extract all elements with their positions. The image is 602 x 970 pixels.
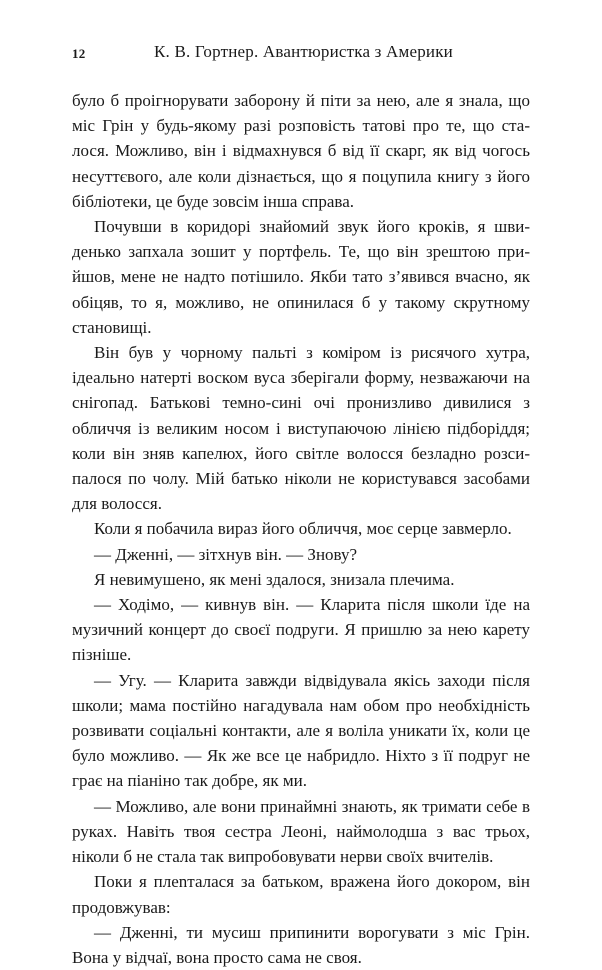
paragraph: — Угу. — Кларита завжди відвідувала якісь заходи після школи; мама постійно нагадувала нам обом про необхідність розвивати соціальні контакти, але я воліла уникати їх, коли це було можливо. — Як же все це набридло. Ніхто з її подруг не грає на піаніно так добре, як ми. (72, 670, 530, 791)
paragraph: Почувши в коридорі знайомий звук його кроків, я швиденько запхала зошит у портфель. Те, що він зрештою прийшов, мене не надто потішило. Якби тато з’явився вчасно, як обіцяв, то я, можливо, не опинилася б у такому скрутному становищі. (72, 217, 530, 337)
running-title: К. В. Гортнер. Авантюристка з Америки (154, 42, 453, 61)
paragraph: Коли я побачила вираз його обличчя, моє серце завмерло. (94, 519, 512, 539)
paragraph: — Дженні, — зітхнув він. — Знову? (94, 544, 358, 564)
page-header (72, 38, 530, 68)
paragraph: було б проігнорувати заборону й піти за нею, але я знала, що міс Грін у будь-якому разі розповість татові про те, що сталося. Можливо, він і відмахнувся б від її скарг, як від чогось несуттєвого, але коли дізнається, що я поцупила книгу з його бібліотеки, це буде зовсім інша справа. (72, 91, 530, 211)
paragraph: Поки я плenталася за батьком, вражена його докором, він продовжував: (72, 872, 530, 917)
paragraph: — Дженні, ти мусиш припинити ворогувати з міс Грін. Вона у відчаї, вона просто сама не своя. (72, 922, 530, 967)
paragraph: — Ходімо, — кивнув він. — Кларита після школи їде на музичний концерт до своєї подруги. Я пришлю за нею карету пізніше. (72, 595, 530, 665)
page-number: 12 (72, 46, 86, 61)
paragraph: Я невимушено, як мені здалося, знизала плечима. (94, 569, 455, 589)
paragraph: — Можливо, але вони принаймні знають, як тримати себе в руках. Навіть твоя сестра Леоні, наймолодша з вас трьох, ніколи б не стала так випробовувати нерви своїх вчителів. (72, 796, 530, 867)
body-text (72, 88, 530, 970)
paragraph: Він був у чорному пальті з коміром із рисячого хутра, ідеально натерті воском вуса зберігали форму, незважаючи на снігопад. Батькові темно-сині очі пронизливо дивилися з обличчя із великим носом і виступаючою лінією підборіддя; коли він зняв капелюх, його світле волосся безладно розсипалося по чолу. Мій батько ніколи не користувався засобами для волосся. (72, 343, 530, 514)
